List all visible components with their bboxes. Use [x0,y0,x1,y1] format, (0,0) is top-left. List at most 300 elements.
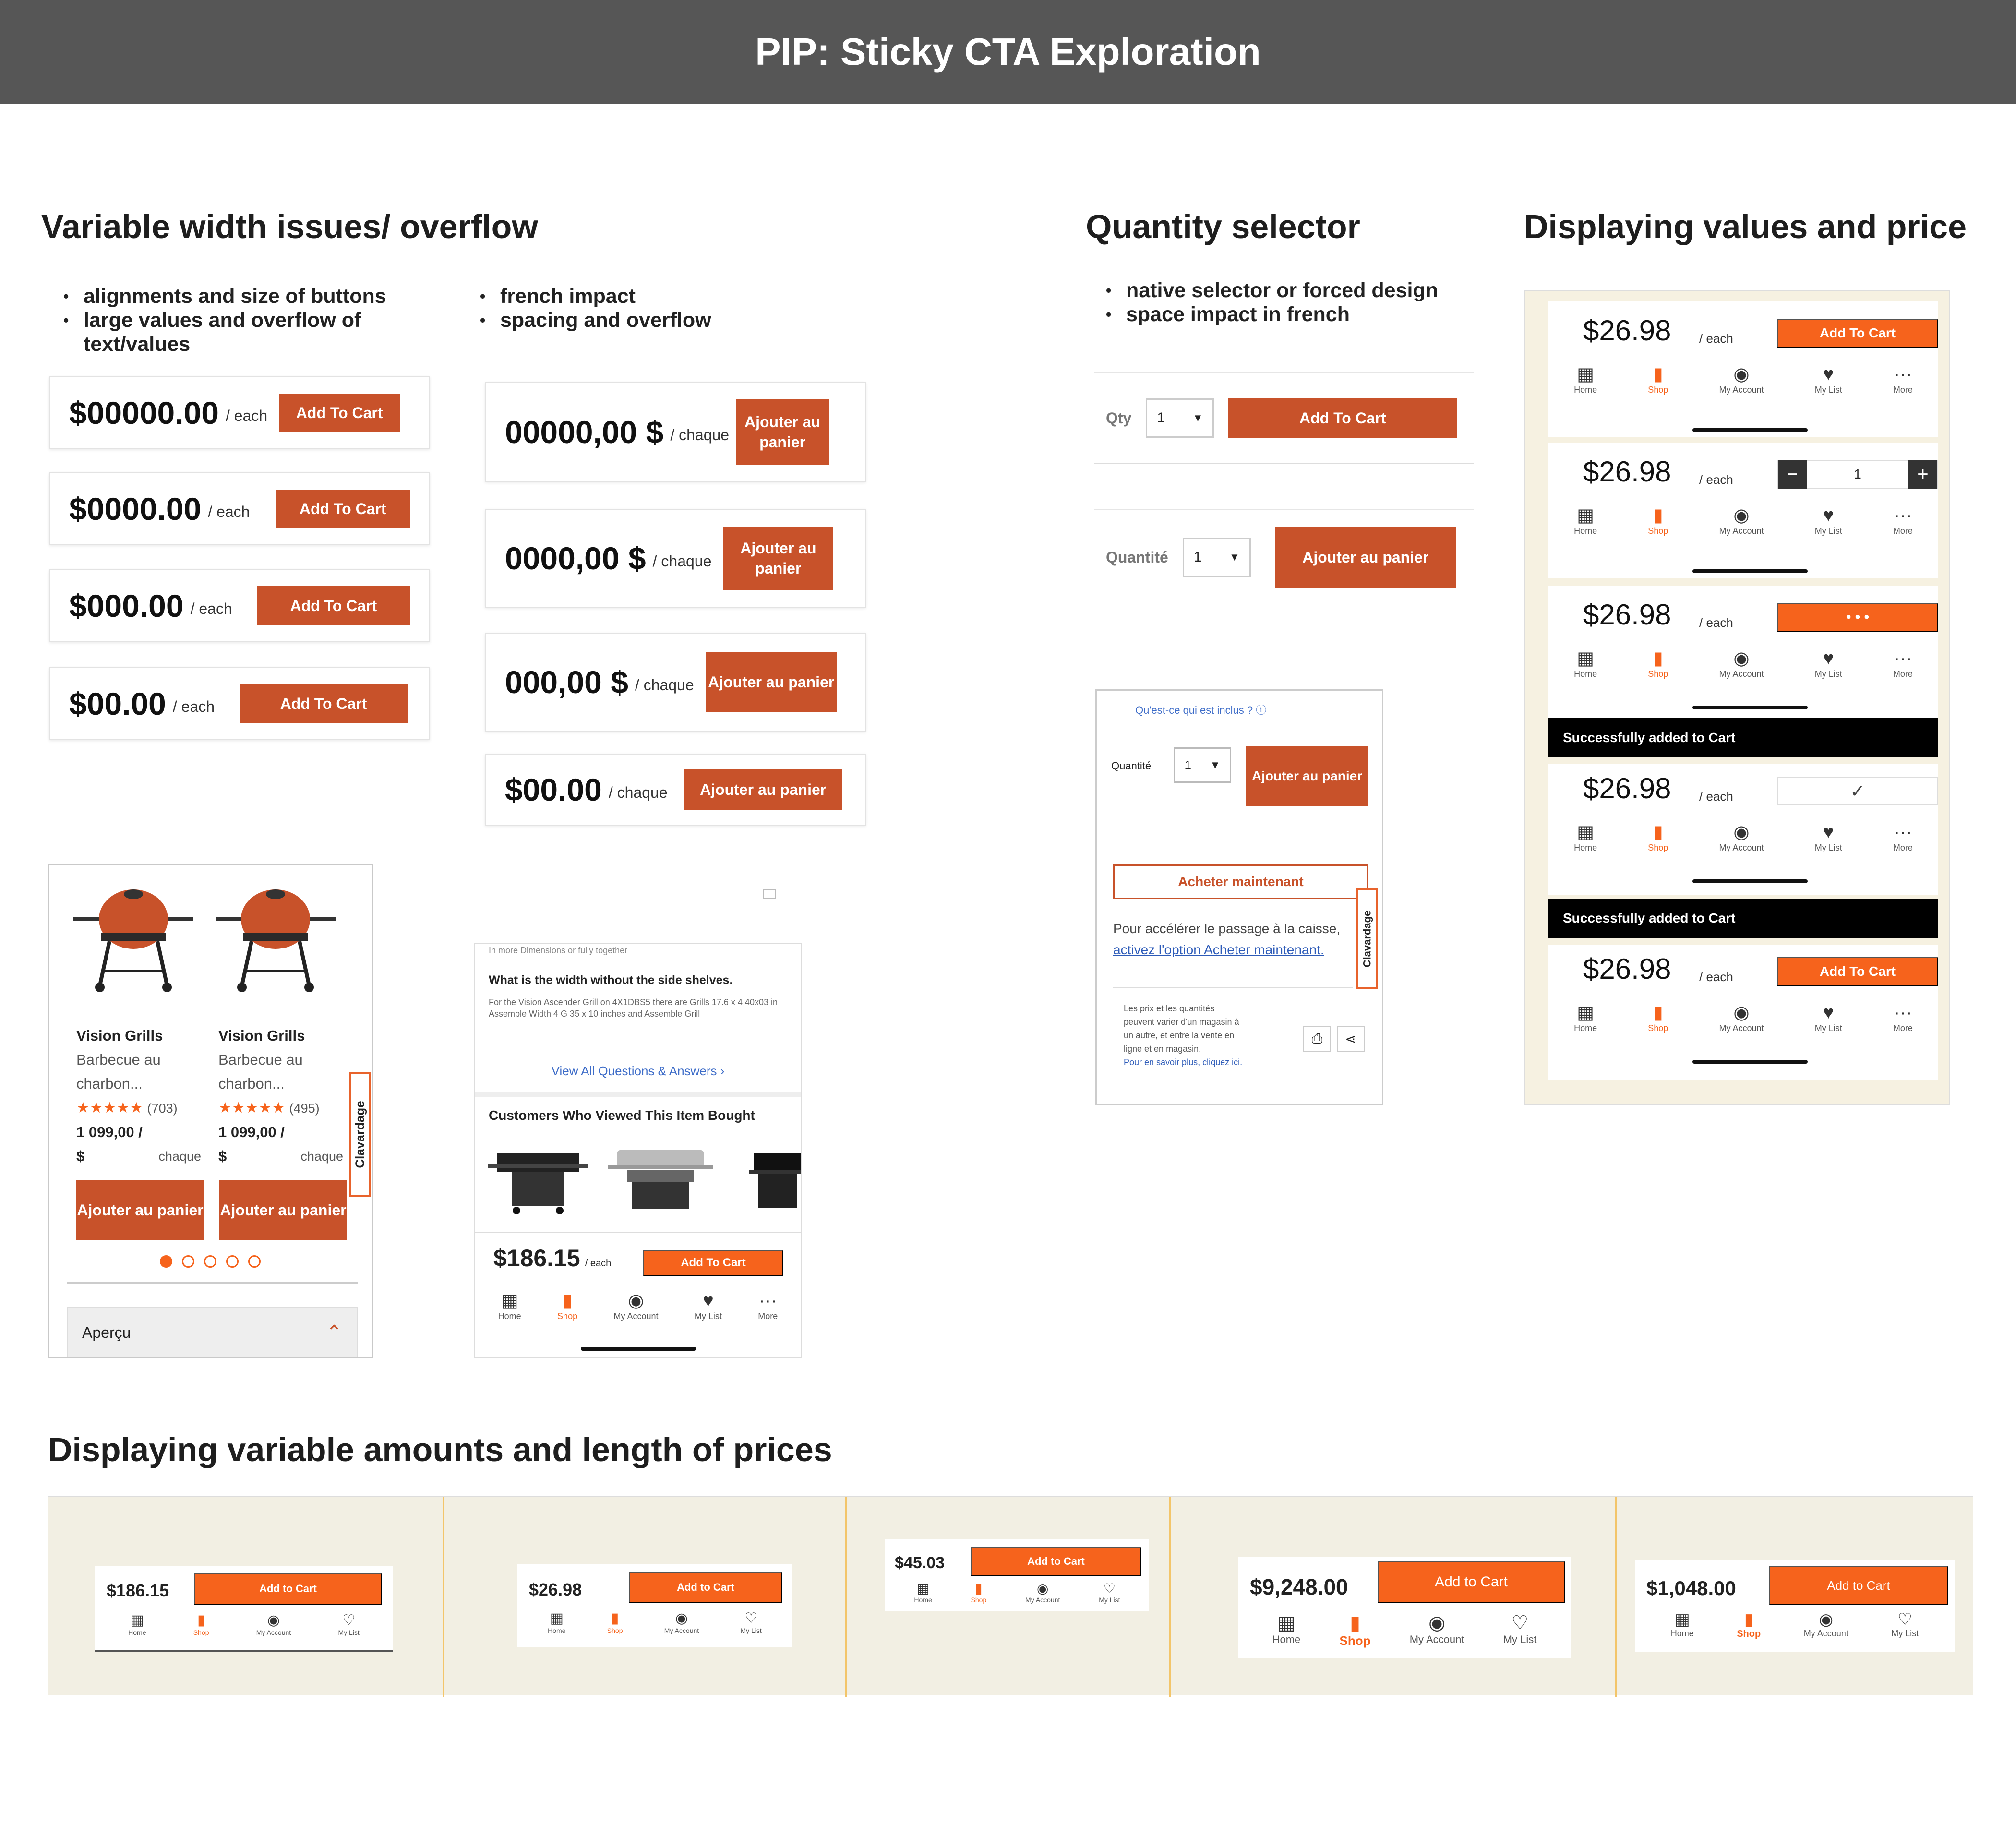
nav-shop[interactable] [1340,1612,1371,1648]
add-to-cart-button[interactable]: Add To Cart [1228,398,1457,438]
added-to-cart-toast: Successfully added to Cart [1548,899,1938,938]
bullet: • french impact [479,284,815,308]
divider [1169,1497,1171,1697]
nav-account[interactable] [256,1612,291,1636]
add-to-cart-button[interactable]: Ajouter au panier [1275,527,1456,588]
unit-label: / each [1699,472,1733,487]
price-card-fr [485,509,866,608]
unit-label: / each [1699,789,1733,804]
amount-card [1238,1557,1571,1658]
checkmark-icon: ✓ [1777,777,1938,805]
view-all-qa-link[interactable]: View All Questions & Answers › [551,1064,725,1078]
account-icon: ◉ [628,1291,644,1311]
bottom-nav [1548,1002,1938,1033]
product-desc: charbon... [76,1075,143,1092]
overview-label: Aperçu [82,1323,131,1341]
price: $000.00 [69,588,184,624]
nav-home[interactable] [1574,364,1597,395]
shop-icon: ▮ [1653,822,1663,842]
more-icon: ··· [1894,364,1912,384]
home-icon: ▦ [501,1291,518,1311]
add-to-cart-button[interactable]: Add To Cart [643,1250,783,1276]
product-brand: Vision Grills [76,1027,163,1044]
home-indicator [581,1347,696,1351]
variable-amounts-title: Displaying variable amounts and length of prices [48,1431,832,1468]
unit-label: / each [585,1258,612,1269]
nav-account[interactable] [1719,1002,1764,1033]
nav-account[interactable] [664,1610,699,1634]
nav-more[interactable] [1893,822,1913,853]
shop-icon: ▮ [975,1581,983,1596]
currency: $ [218,1148,227,1164]
nav-label: My Account [1409,1633,1464,1645]
unit-label: / each [208,503,250,520]
nav-label: My Account [613,1311,659,1321]
nav-list[interactable] [1815,822,1842,853]
add-to-cart-button[interactable]: Add to Cart [194,1573,382,1605]
nav-account[interactable] [1804,1610,1848,1639]
amount-card [885,1539,1149,1611]
nav-label: My List [1099,1596,1120,1604]
qty-label: Qty [1106,409,1132,427]
account-icon: ◉ [1733,648,1750,669]
account-icon: ◉ [1037,1581,1049,1596]
product-price: 1 099,00 / [76,1124,143,1140]
carousel-dot-active[interactable] [160,1255,172,1268]
disclaimer-line: peuvent varier d'un magasin à [1124,1017,1239,1027]
amount-card [95,1566,393,1652]
add-to-cart-button[interactable]: Add to Cart [1769,1566,1948,1605]
heart-icon: ♡ [1897,1610,1912,1629]
home-icon: ▦ [1674,1610,1690,1629]
more-icon: ··· [1894,648,1912,669]
product-info [76,1024,201,1168]
nav-label: My List [338,1629,360,1636]
review-count: (703) [147,1101,178,1116]
divider [67,1282,358,1284]
nav-list[interactable] [1815,364,1842,395]
price: $00.00 [69,686,166,721]
nav-list[interactable] [338,1612,359,1636]
price: $186.15 [107,1581,169,1600]
nav-label: My List [1814,526,1842,536]
nav-label: Home [1574,669,1597,679]
disclaimer-line: Les prix et les quantités [1124,1004,1215,1013]
nav-home[interactable] [1574,1002,1597,1033]
nav-label: Shop [1737,1629,1761,1639]
nav-list[interactable] [1503,1612,1537,1646]
nav-list[interactable] [1891,1610,1919,1639]
carousel-dot[interactable] [204,1255,216,1268]
home-indicator [1692,706,1808,709]
bottom-nav [517,1610,792,1634]
divider [1113,987,1353,988]
product-brand: Vision Grills [218,1027,305,1044]
nav-label: More [1893,385,1913,395]
account-icon: ◉ [1733,822,1750,842]
activate-buy-now-link[interactable]: activez l'option Acheter maintenant. [1113,942,1324,957]
qty-row [1094,372,1474,464]
home-icon: ▦ [1577,648,1595,669]
nav-home[interactable] [1574,505,1597,536]
info-icon: ⓘ [1256,704,1267,716]
price: $00000.00 [69,395,219,431]
carousel-dot[interactable] [248,1255,261,1268]
disclaimer-line: ligne et en magasin. [1124,1044,1201,1054]
nav-label: Shop [607,1627,623,1634]
product-desc: charbon... [218,1075,285,1092]
price-card-fr [485,633,866,732]
shop-icon: ▮ [1653,364,1663,384]
qa-question: What is the width without the side shelves. [489,973,733,987]
nav-account[interactable] [1719,364,1764,395]
nav-label: Home [498,1311,521,1321]
heart-icon: ♡ [1103,1581,1116,1596]
nav-label: My List [1814,1023,1842,1033]
home-icon: ▦ [130,1612,144,1628]
price-card [49,667,430,740]
unit-label: chaque [300,1149,343,1164]
nav-label: Home [1670,1629,1694,1638]
nav-list[interactable] [740,1610,761,1634]
mobile-page-panel [474,943,802,1358]
price: $45.03 [895,1554,945,1572]
add-to-cart-button[interactable]: Add to Cart [1378,1561,1565,1603]
included-link[interactable] [1135,702,1266,717]
more-icon: ··· [1894,822,1912,842]
price-card-fr [485,382,866,482]
amounts-strip [48,1496,1973,1695]
nav-more[interactable] [1893,1002,1913,1033]
grill-image [69,875,198,995]
nav-home[interactable] [1574,822,1597,853]
nav-list[interactable] [1815,505,1842,536]
unit-label: / chaque [652,552,712,570]
add-to-cart-button[interactable]: Ajouter au panier [684,769,842,810]
nav-home[interactable] [914,1582,932,1604]
nav-label: More [1893,669,1913,679]
bottom-nav [95,1612,393,1636]
bullet: • large values and overflow of text/values [62,308,427,356]
minus-icon[interactable]: − [1778,460,1807,489]
nav-label: Shop [1648,385,1668,395]
nav-list[interactable] [1099,1582,1120,1604]
added-to-cart-toast: Successfully added to Cart [1548,718,1938,757]
carousel-dots [160,1255,261,1268]
french-bullets [479,284,815,332]
bottom-nav [1548,505,1938,536]
page-title: PIP: Sticky CTA Exploration [755,30,1261,73]
variable-width-bullets [62,284,427,356]
nav-label: My Account [256,1629,291,1636]
qty-select[interactable] [1174,747,1231,783]
nav-shop[interactable] [1648,364,1668,395]
nav-label: Home [128,1629,146,1636]
price: 0000,00 $ [505,540,646,576]
add-to-cart-button[interactable]: Add To Cart [1777,957,1938,986]
nav-home[interactable] [548,1610,565,1634]
bottom-nav [1238,1612,1571,1648]
nav-home[interactable] [1574,648,1597,679]
chevron-up-icon: ⌃ [326,1322,342,1343]
nav-label: Shop [1648,526,1668,536]
price: $26.98 [1583,456,1671,488]
nav-label: My Account [1719,385,1764,395]
unit-label: / each [1699,615,1733,630]
currency: $ [76,1148,85,1164]
account-icon: ◉ [1733,364,1750,384]
add-to-cart-button[interactable]: Ajouter au panier [723,527,833,590]
price-card [49,472,430,545]
nav-shop[interactable] [557,1290,577,1321]
unit-label: / chaque [670,426,730,444]
star-rating: ★★★★★ [76,1099,143,1116]
qty-row [1094,509,1474,605]
qa-answer: For the Vision Ascender Grill on 4X1DBS5 there are Grills 17.6 x 4 40x03 in Assemble Width 4 G 35 x 10 inches and Assemble Grill [489,997,778,1019]
shop-icon: ▮ [197,1612,205,1628]
chevron-down-icon: ▼ [1229,551,1240,563]
nav-account[interactable] [1410,1612,1464,1646]
nav-shop[interactable] [1737,1610,1761,1640]
shop-icon: ▮ [611,1610,619,1626]
nav-label: More [1893,1023,1913,1033]
grill-thumbnail [488,1143,588,1215]
heart-icon: ♥ [1823,1003,1834,1023]
unit-label: / each [190,600,232,617]
nav-account[interactable] [1719,648,1764,679]
nav-label: My Account [1719,526,1764,536]
chevron-down-icon: ▼ [1210,759,1221,771]
add-to-cart-button[interactable]: Add To Cart [279,394,400,432]
loading-button[interactable]: • • • [1777,603,1938,632]
nav-shop[interactable] [1648,1002,1668,1033]
nav-account[interactable] [1719,505,1764,536]
values-price-title: Displaying values and price [1524,208,1967,245]
price: $26.98 [1583,599,1671,631]
add-to-cart-button[interactable]: Add to Cart [971,1547,1141,1576]
add-to-cart-button[interactable]: Add To Cart [257,586,410,625]
product-desc: Barbecue au [218,1051,303,1068]
nav-list[interactable] [695,1290,722,1321]
qty-label: Quantité [1111,760,1152,772]
nav-account[interactable] [1025,1582,1060,1604]
buy-now-button[interactable]: Acheter maintenant [1113,864,1368,899]
unit-label: chaque [158,1149,201,1164]
nav-label: My List [694,1311,722,1321]
amount-card [1635,1560,1955,1652]
nav-label: Shop [193,1629,209,1636]
amount-card [517,1564,792,1647]
nav-label: More [758,1311,778,1321]
grill-thumbnail [608,1143,713,1215]
nav-shop[interactable] [1648,822,1668,853]
nav-label: Home [1574,385,1597,395]
nav-shop[interactable] [607,1610,623,1634]
home-icon: ▦ [916,1581,930,1596]
product-carousel-panel [48,864,373,1358]
shop-icon: ▮ [1653,1003,1663,1023]
bottom-nav [1548,364,1938,395]
bullet: • native selector or forced design [1105,278,1489,302]
heart-icon: ♥ [1823,364,1834,384]
add-to-cart-button[interactable]: Ajouter au panier [706,652,837,712]
nav-home[interactable] [1272,1612,1301,1646]
nav-more[interactable] [1893,648,1913,679]
price-card [49,569,430,642]
unit-label: / each [226,407,268,424]
nav-home[interactable] [1671,1610,1694,1639]
nav-label: Shop [1648,1023,1668,1033]
placeholder-icon [763,889,776,899]
bullet: • spacing and overflow [479,308,815,332]
nav-home[interactable] [498,1290,521,1321]
price: $26.98 [1583,314,1671,347]
nav-label: My List [1814,843,1842,852]
nav-list[interactable] [1815,1002,1842,1033]
nav-account[interactable] [1719,822,1764,853]
chevron-down-icon: ▼ [1192,412,1203,424]
sticky-price [493,1244,611,1272]
more-icon: ··· [758,1291,777,1311]
nav-shop[interactable] [193,1612,209,1636]
nav-label: My List [1814,385,1842,395]
nav-label: My Account [1719,669,1764,679]
nav-label: Shop [1648,669,1668,679]
nav-home[interactable] [128,1612,146,1636]
account-icon: ◉ [1819,1610,1834,1629]
heart-icon: ♡ [744,1610,758,1626]
product-info [218,1024,343,1168]
add-to-cart-button[interactable]: Add To Cart [1777,319,1938,348]
home-indicator [1692,428,1808,432]
nav-label: My Account [1719,1023,1764,1033]
divider [845,1497,847,1697]
account-icon: ◉ [1733,505,1750,526]
bottom-nav [885,1582,1149,1604]
review-count: (495) [289,1101,320,1116]
qty-label: Quantité [1106,548,1168,566]
home-icon: ▦ [1577,1003,1595,1023]
price: 000,00 $ [505,664,628,700]
buy-now-note: Pour accélérer le passage à la caisse, [1113,921,1341,936]
add-to-cart-button[interactable]: Ajouter au panier [219,1180,347,1240]
nav-list[interactable] [1815,648,1842,679]
heart-icon: ♥ [703,1291,714,1311]
variable-width-title: Variable width issues/ overflow [41,208,538,245]
add-to-cart-button[interactable]: Add to Cart [629,1572,782,1603]
quantity-mobile-panel [1095,689,1383,1105]
nav-label: My Account [1803,1629,1848,1638]
nav-label: Shop [1339,1633,1371,1648]
account-icon: ◉ [1428,1612,1446,1633]
share-icon[interactable]: ⋖ [1337,1026,1365,1052]
bottom-nav [475,1290,801,1321]
customers-bought-title: Customers Who Viewed This Item Bought [489,1108,755,1123]
home-icon: ▦ [550,1610,564,1626]
chat-tab-label: Clavardage [1361,910,1373,968]
shop-icon: ▮ [1350,1612,1361,1633]
home-icon: ▦ [1577,822,1595,842]
quantity-stepper[interactable] [1777,460,1938,489]
qty-value: 1 [1157,410,1165,426]
nav-label: Home [1574,1023,1597,1033]
price: $00.00 [505,772,602,807]
top-text: In more Dimensions or fully together [489,946,628,955]
nav-label: Shop [971,1596,987,1604]
plus-icon[interactable]: + [1908,460,1937,489]
add-to-cart-button[interactable]: Ajouter au panier [76,1180,204,1240]
nav-label: More [1893,526,1913,536]
nav-account[interactable] [613,1290,658,1321]
shop-icon: ▮ [1653,505,1663,526]
grill-image [211,875,340,995]
nav-shop[interactable] [1648,648,1668,679]
nav-label: More [1893,843,1913,852]
divider [475,1092,801,1097]
unit-label: / chaque [635,676,694,694]
sticky-bar-default [1548,301,1938,437]
unit-label: / each [1699,970,1733,984]
qty-value: 1 [1184,757,1191,772]
sticky-bar-reset [1548,945,1938,1080]
bottom-nav [1635,1610,1955,1640]
price: $26.98 [1583,772,1671,804]
home-icon: ▦ [1577,364,1595,384]
add-to-cart-button[interactable]: Add To Cart [276,490,410,528]
account-icon: ◉ [267,1612,280,1628]
chat-tab[interactable] [349,1072,371,1197]
add-to-cart-button[interactable]: Ajouter au panier [736,399,829,465]
learn-more-link[interactable]: Pour en savoir plus, cliquez ici. [1124,1057,1243,1067]
product-price: 1 099,00 / [218,1124,285,1140]
home-icon: ▦ [1277,1612,1296,1633]
price-card [49,376,430,449]
nav-more[interactable] [1893,505,1913,536]
nav-label: Home [1574,843,1597,852]
nav-more[interactable] [1893,364,1913,395]
add-to-cart-button[interactable]: Ajouter au panier [1246,746,1368,806]
qty-value: 1 [1854,467,1861,481]
nav-label: Home [1574,526,1597,536]
shop-icon: ▮ [1744,1610,1753,1629]
overview-accordion[interactable] [67,1307,358,1358]
star-rating: ★★★★★ [218,1099,285,1116]
chat-tab[interactable] [1356,888,1378,989]
home-icon: ▦ [1577,505,1595,526]
grill-thumbnail [734,1143,802,1215]
add-to-cart-button[interactable]: Add To Cart [240,684,408,723]
nav-shop[interactable] [971,1582,987,1604]
carousel-dot[interactable] [226,1255,239,1268]
qty-select[interactable] [1146,398,1214,438]
nav-label: Shop [557,1311,578,1321]
bottom-nav [1548,822,1938,853]
home-indicator [1692,879,1808,883]
bullet: • space impact in french [1105,302,1489,326]
divider [443,1497,444,1697]
divider [1615,1497,1617,1697]
more-icon: ··· [1894,505,1912,526]
nav-more[interactable] [758,1290,778,1321]
print-icon[interactable]: ⎙ [1303,1026,1331,1052]
heart-icon: ♥ [1823,648,1834,669]
bullet: • alignments and size of buttons [62,284,427,308]
price: $26.98 [1583,953,1671,985]
qty-select[interactable] [1183,538,1251,577]
nav-shop[interactable] [1648,505,1668,536]
sticky-bar-success [1548,764,1938,895]
carousel-dot[interactable] [182,1255,194,1268]
